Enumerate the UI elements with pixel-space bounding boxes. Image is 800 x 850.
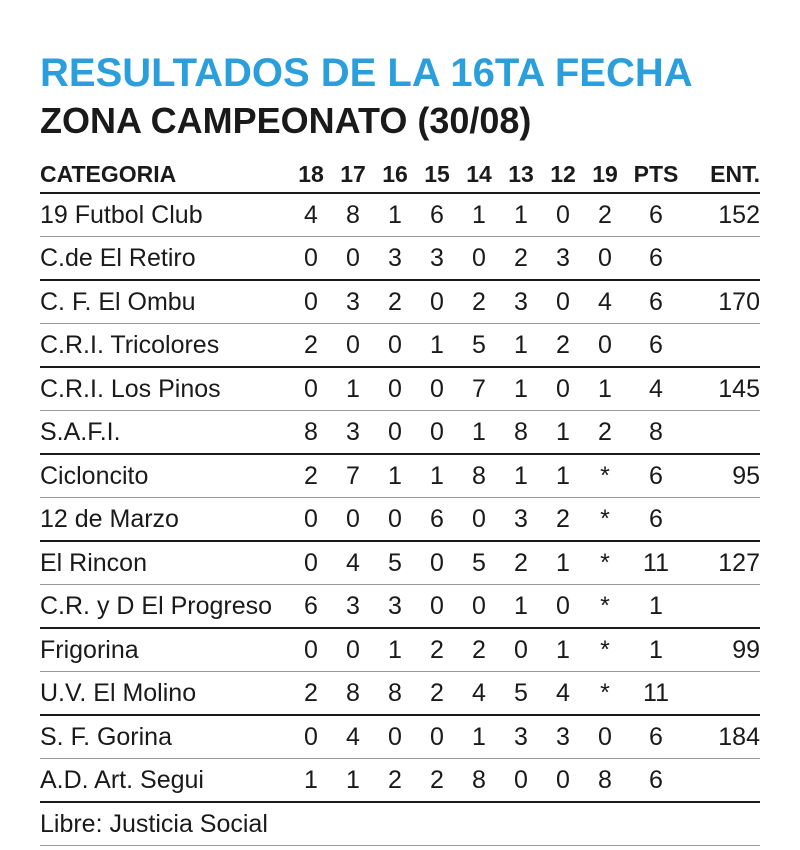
- ent-cell: [686, 672, 760, 716]
- team-name: S.A.F.I.: [40, 411, 290, 455]
- ent-cell: [686, 237, 760, 281]
- ent-cell: [686, 324, 760, 368]
- team-name: El Rincon: [40, 541, 290, 585]
- team-name: C. F. El Ombu: [40, 280, 290, 324]
- score-cell: 2: [290, 672, 332, 716]
- score-cell: 3: [500, 498, 542, 542]
- table-row: [40, 193, 760, 237]
- score-cell: 2: [458, 628, 500, 672]
- header-cat-13: 13: [500, 156, 542, 193]
- score-cell: 0: [458, 585, 500, 629]
- ent-cell: 127: [686, 541, 760, 585]
- score-cell: 0: [416, 585, 458, 629]
- ent-cell: [686, 585, 760, 629]
- points-cell: 6: [626, 715, 686, 759]
- team-name: C.R.I. Los Pinos: [40, 367, 290, 411]
- score-cell: 0: [374, 324, 416, 368]
- score-cell: 1: [500, 324, 542, 368]
- score-cell: 0: [290, 367, 332, 411]
- score-cell: 4: [458, 672, 500, 716]
- score-cell: 3: [542, 715, 584, 759]
- score-cell: 0: [290, 541, 332, 585]
- score-cell: 6: [416, 193, 458, 237]
- score-cell: 0: [374, 498, 416, 542]
- score-cell: 6: [416, 498, 458, 542]
- score-cell: 4: [332, 541, 374, 585]
- score-cell: 0: [542, 759, 584, 803]
- ent-cell: 99: [686, 628, 760, 672]
- header-cat-18: 18: [290, 156, 332, 193]
- score-cell: 1: [332, 367, 374, 411]
- header-cat-14: 14: [458, 156, 500, 193]
- ent-cell: 95: [686, 454, 760, 498]
- score-cell: 2: [290, 324, 332, 368]
- team-name: C.R.I. Tricolores: [40, 324, 290, 368]
- header-row: [40, 156, 760, 193]
- score-cell: *: [584, 498, 626, 542]
- score-cell: 2: [416, 672, 458, 716]
- libre-note: Libre: Justicia Social: [40, 802, 760, 846]
- score-cell: 2: [542, 324, 584, 368]
- points-cell: 6: [626, 280, 686, 324]
- score-cell: 0: [458, 237, 500, 281]
- score-cell: 6: [290, 585, 332, 629]
- score-cell: 1: [374, 454, 416, 498]
- score-cell: 2: [500, 541, 542, 585]
- points-cell: 4: [626, 367, 686, 411]
- score-cell: 8: [458, 454, 500, 498]
- score-cell: 1: [374, 193, 416, 237]
- points-cell: 6: [626, 193, 686, 237]
- points-cell: 6: [626, 759, 686, 803]
- results-body: [40, 193, 760, 802]
- table-row: [40, 498, 760, 542]
- score-cell: 8: [458, 759, 500, 803]
- score-cell: 5: [458, 324, 500, 368]
- score-cell: 2: [542, 498, 584, 542]
- score-cell: 4: [584, 280, 626, 324]
- team-name: C.R. y D El Progreso: [40, 585, 290, 629]
- score-cell: 0: [290, 498, 332, 542]
- score-cell: 1: [542, 628, 584, 672]
- score-cell: 2: [416, 759, 458, 803]
- page-title: RESULTADOS DE LA 16TA FECHA: [40, 51, 693, 95]
- ent-cell: 170: [686, 280, 760, 324]
- score-cell: *: [584, 454, 626, 498]
- score-cell: 8: [500, 411, 542, 455]
- score-cell: 1: [542, 541, 584, 585]
- score-cell: 1: [374, 628, 416, 672]
- results-page: [40, 50, 760, 846]
- score-cell: 0: [416, 541, 458, 585]
- score-cell: 0: [374, 411, 416, 455]
- score-cell: 0: [542, 193, 584, 237]
- score-cell: 0: [332, 237, 374, 281]
- score-cell: 0: [458, 498, 500, 542]
- score-cell: *: [584, 672, 626, 716]
- score-cell: 0: [416, 411, 458, 455]
- score-cell: 1: [500, 454, 542, 498]
- score-cell: 0: [290, 628, 332, 672]
- score-cell: 2: [584, 411, 626, 455]
- table-row: [40, 672, 760, 716]
- score-cell: 1: [584, 367, 626, 411]
- score-cell: 2: [458, 280, 500, 324]
- table-row: [40, 237, 760, 281]
- score-cell: 1: [458, 411, 500, 455]
- header-cat-16: 16: [374, 156, 416, 193]
- score-cell: 1: [500, 585, 542, 629]
- page-subtitle: ZONA CAMPEONATO (30/08): [40, 100, 532, 141]
- header-ent: ENT.: [686, 156, 760, 193]
- score-cell: 0: [332, 628, 374, 672]
- points-cell: 6: [626, 498, 686, 542]
- ent-cell: 184: [686, 715, 760, 759]
- table-row: [40, 541, 760, 585]
- points-cell: 1: [626, 585, 686, 629]
- score-cell: 0: [290, 237, 332, 281]
- score-cell: 3: [332, 411, 374, 455]
- score-cell: 3: [542, 237, 584, 281]
- score-cell: 8: [332, 672, 374, 716]
- score-cell: 1: [542, 411, 584, 455]
- score-cell: 0: [542, 367, 584, 411]
- table-row: [40, 628, 760, 672]
- score-cell: 3: [374, 237, 416, 281]
- score-cell: 0: [500, 628, 542, 672]
- ent-cell: [686, 759, 760, 803]
- score-cell: 2: [374, 759, 416, 803]
- score-cell: 0: [374, 715, 416, 759]
- ent-cell: [686, 411, 760, 455]
- table-row: [40, 324, 760, 368]
- team-name: C.de El Retiro: [40, 237, 290, 281]
- header-cat-15: 15: [416, 156, 458, 193]
- score-cell: 2: [500, 237, 542, 281]
- score-cell: 1: [290, 759, 332, 803]
- score-cell: 0: [584, 237, 626, 281]
- table-row: [40, 759, 760, 803]
- score-cell: 0: [374, 367, 416, 411]
- score-cell: 3: [332, 280, 374, 324]
- score-cell: *: [584, 628, 626, 672]
- table-row: [40, 367, 760, 411]
- ent-cell: 152: [686, 193, 760, 237]
- score-cell: 1: [458, 193, 500, 237]
- points-cell: 8: [626, 411, 686, 455]
- score-cell: 8: [290, 411, 332, 455]
- footer-row: [40, 802, 760, 846]
- table-row: [40, 411, 760, 455]
- score-cell: 5: [374, 541, 416, 585]
- score-cell: 8: [584, 759, 626, 803]
- points-cell: 11: [626, 541, 686, 585]
- score-cell: 0: [416, 280, 458, 324]
- score-cell: 0: [332, 498, 374, 542]
- points-cell: 6: [626, 454, 686, 498]
- team-name: 12 de Marzo: [40, 498, 290, 542]
- ent-cell: 145: [686, 367, 760, 411]
- score-cell: 2: [374, 280, 416, 324]
- score-cell: 2: [290, 454, 332, 498]
- score-cell: 8: [332, 193, 374, 237]
- header-cat-19: 19: [584, 156, 626, 193]
- score-cell: 1: [542, 454, 584, 498]
- score-cell: 4: [542, 672, 584, 716]
- team-name: 19 Futbol Club: [40, 193, 290, 237]
- score-cell: 0: [542, 585, 584, 629]
- score-cell: 8: [374, 672, 416, 716]
- team-name: A.D. Art. Segui: [40, 759, 290, 803]
- score-cell: 1: [332, 759, 374, 803]
- score-cell: 1: [500, 193, 542, 237]
- score-cell: 0: [500, 759, 542, 803]
- score-cell: 1: [500, 367, 542, 411]
- table-row: [40, 585, 760, 629]
- score-cell: 3: [500, 715, 542, 759]
- ent-cell: [686, 498, 760, 542]
- score-cell: 3: [416, 237, 458, 281]
- score-cell: 1: [416, 454, 458, 498]
- table-row: [40, 454, 760, 498]
- score-cell: 7: [458, 367, 500, 411]
- score-cell: 1: [458, 715, 500, 759]
- score-cell: 3: [332, 585, 374, 629]
- header-pts: PTS: [626, 156, 686, 193]
- score-cell: 0: [290, 715, 332, 759]
- score-cell: 0: [416, 715, 458, 759]
- points-cell: 6: [626, 324, 686, 368]
- score-cell: 3: [500, 280, 542, 324]
- score-cell: 0: [332, 324, 374, 368]
- score-cell: *: [584, 541, 626, 585]
- team-name: Frigorina: [40, 628, 290, 672]
- header-cat-17: 17: [332, 156, 374, 193]
- team-name: Cicloncito: [40, 454, 290, 498]
- score-cell: 0: [584, 324, 626, 368]
- score-cell: 4: [290, 193, 332, 237]
- table-row: [40, 715, 760, 759]
- score-cell: 0: [542, 280, 584, 324]
- score-cell: 1: [416, 324, 458, 368]
- score-cell: 4: [332, 715, 374, 759]
- score-cell: 3: [374, 585, 416, 629]
- score-cell: *: [584, 585, 626, 629]
- score-cell: 0: [584, 715, 626, 759]
- header-cat-12: 12: [542, 156, 584, 193]
- score-cell: 5: [458, 541, 500, 585]
- points-cell: 1: [626, 628, 686, 672]
- points-cell: 11: [626, 672, 686, 716]
- score-cell: 7: [332, 454, 374, 498]
- score-cell: 5: [500, 672, 542, 716]
- score-cell: 2: [416, 628, 458, 672]
- header-categoria: CATEGORIA: [40, 156, 290, 193]
- score-cell: 2: [584, 193, 626, 237]
- points-cell: 6: [626, 237, 686, 281]
- team-name: S. F. Gorina: [40, 715, 290, 759]
- score-cell: 0: [290, 280, 332, 324]
- results-table: [40, 156, 760, 846]
- team-name: U.V. El Molino: [40, 672, 290, 716]
- table-row: [40, 280, 760, 324]
- score-cell: 0: [416, 367, 458, 411]
